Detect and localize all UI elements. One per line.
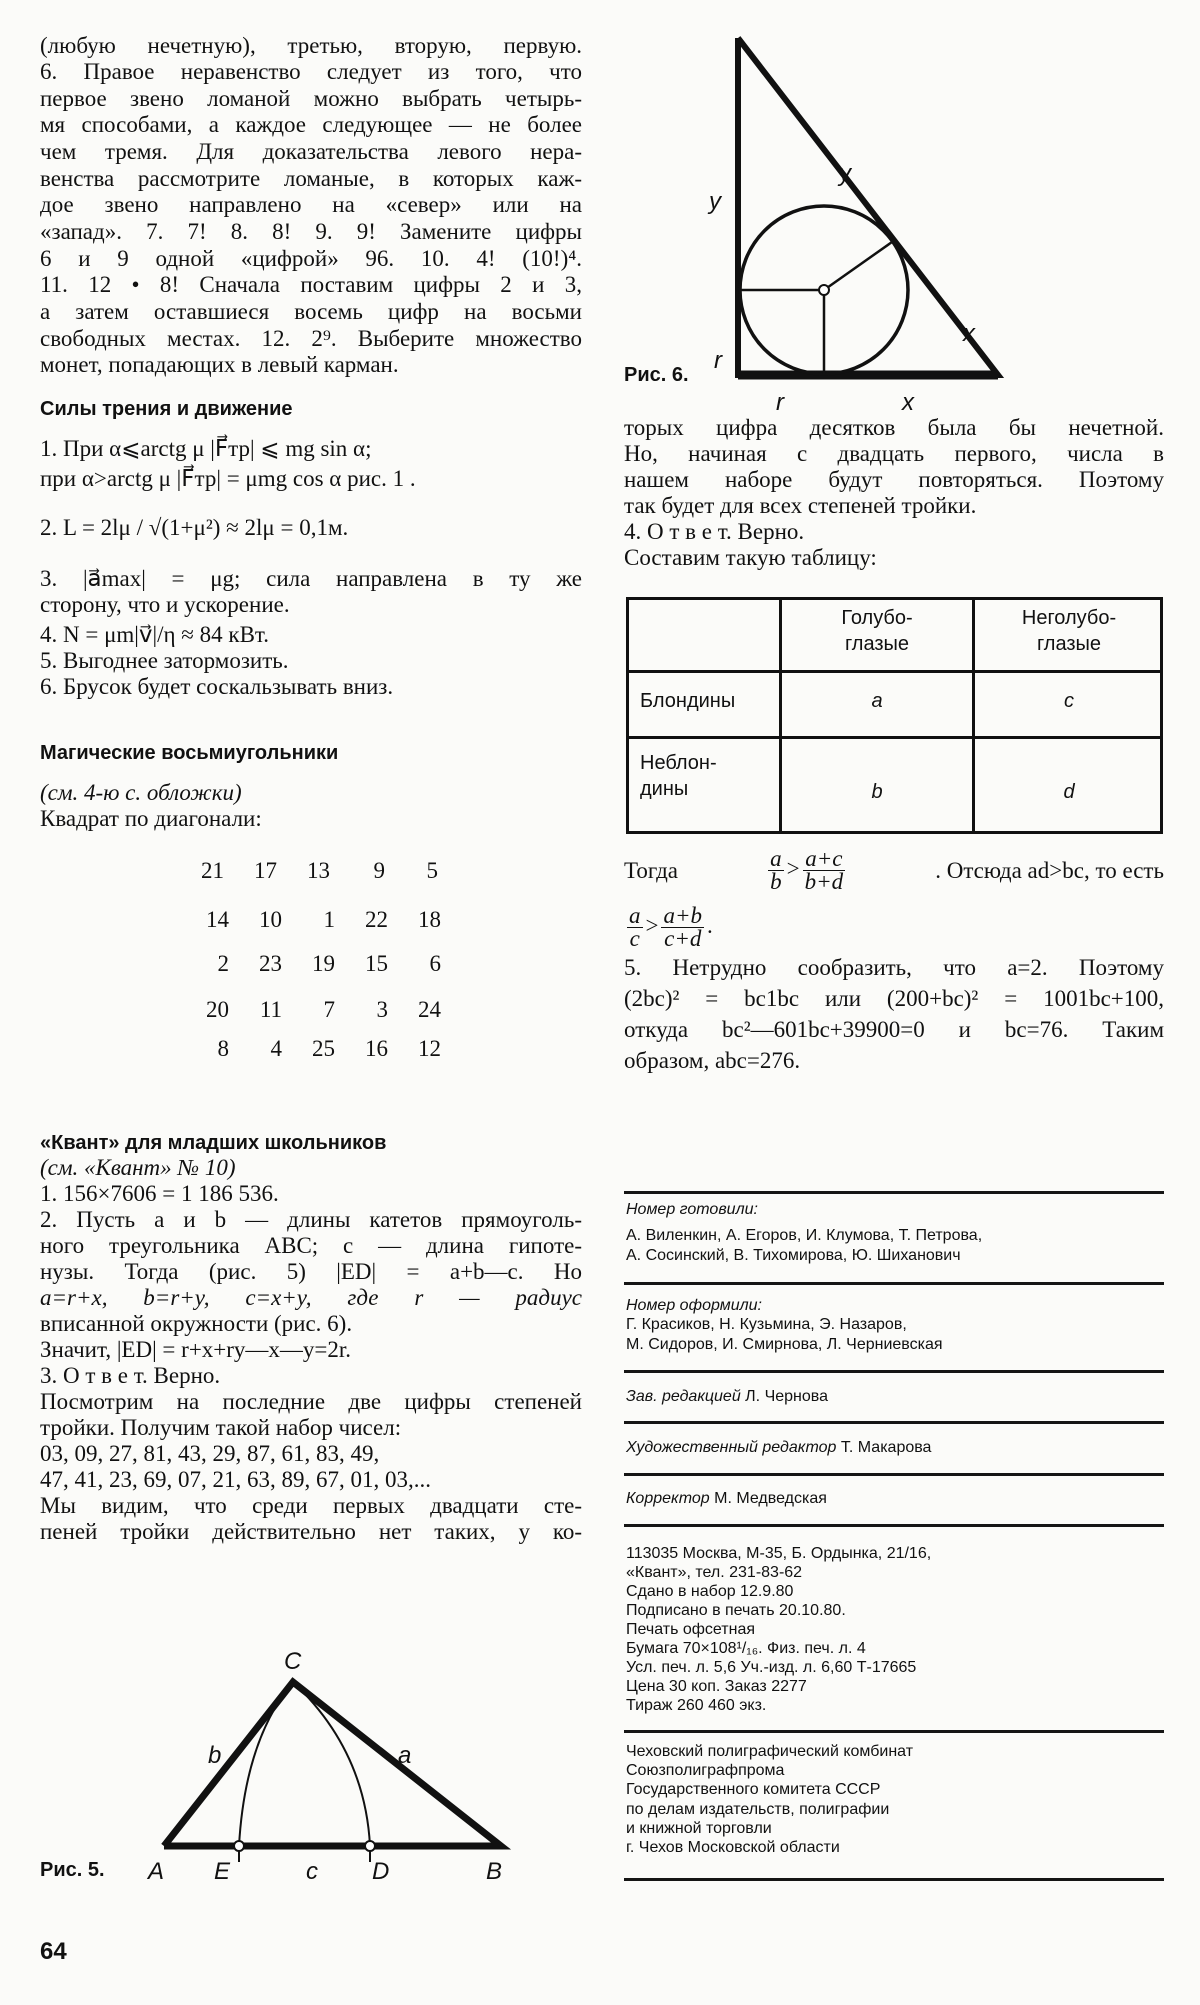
- label-x-hypotenuse: x: [963, 320, 975, 347]
- imprint-line: Тираж 260 460 экз.: [626, 1697, 767, 1714]
- inequality-line: [624, 848, 1164, 893]
- column-header-blue-eyed: [782, 605, 972, 657]
- text-line: ного треугольника ABC; c — длина гипоте-: [40, 1233, 582, 1258]
- designed-names: Г. Красиков, Н. Кузьмина, Э. Назаров,: [626, 1316, 907, 1333]
- divider: [624, 1370, 1164, 1373]
- divider: [624, 1524, 1164, 1527]
- incircle-diagram-icon: [700, 20, 1040, 400]
- numerator: a: [629, 903, 641, 928]
- text-line: нузы. Тогда (рис. 5) |ED| = a+b—c. Но: [40, 1259, 582, 1284]
- column-header-not-blue-eyed: [975, 605, 1163, 657]
- prepared-names: А. Сосинский, В. Тихомирова, Ю. Шиханович: [626, 1247, 961, 1264]
- square-cell: 19: [312, 951, 335, 976]
- divider: [624, 1282, 1164, 1285]
- section-title-kvant: «Квант» для младших школьников: [40, 1132, 387, 1154]
- divider: [624, 1191, 1164, 1194]
- divider: [624, 1730, 1164, 1733]
- row-label-blondes: Блондины: [640, 690, 736, 712]
- label-A: A: [148, 1858, 165, 1885]
- square-cell: 15: [365, 951, 388, 976]
- table-cell: a: [871, 690, 883, 712]
- text-line: первое звено ломаной можно выбрать четырь-: [40, 86, 582, 111]
- printer-line: и книжной торговли: [626, 1820, 772, 1837]
- art-editor: [626, 1438, 931, 1457]
- text-line: нашем наборе будут повторяться. Поэтому: [624, 467, 1164, 492]
- text: . Отсюда ad>bc, то есть: [935, 857, 1164, 883]
- text-line: монет, попадающих в левый карман.: [40, 352, 399, 377]
- text-line: откуда bc²—601bc+39900=0 и bc=76. Таким: [624, 1017, 1164, 1042]
- printer-line: г. Чехов Московской области: [626, 1839, 840, 1856]
- table-cell: c: [1064, 690, 1074, 712]
- label-B: B: [486, 1858, 503, 1885]
- table-cell: b: [871, 781, 883, 803]
- editor-in-chief: [626, 1387, 828, 1406]
- square-cell: 18: [418, 907, 441, 932]
- text-line: 3. |a⃗max| = μg; сила направлена в ту же: [40, 566, 582, 591]
- label-line: дины: [640, 778, 689, 800]
- printer-line: по делам издательств, полиграфии: [626, 1801, 890, 1818]
- imprint-line: «Квант», тел. 231-83-62: [626, 1564, 803, 1581]
- square-cell: 6: [429, 951, 441, 976]
- label-y-hypotenuse: y: [839, 160, 851, 187]
- numerator: a+c: [803, 848, 846, 871]
- square-cell: 23: [259, 951, 282, 976]
- text-line: «запад». 7. 7! 8. 8! 9. 9! Замените цифры: [40, 219, 582, 244]
- square-cell: 22: [365, 907, 388, 932]
- text-line: 2. Пусть a и b — длины катетов прямоуголь-: [40, 1207, 582, 1232]
- text-line: торых цифра десятков была бы нечетной.: [624, 415, 1164, 440]
- text-line: 3. О т в е т. Верно.: [40, 1363, 221, 1388]
- text-line: венства рассмотрите ломаные, в которых каж-: [40, 166, 582, 191]
- page-number: 64: [40, 1938, 67, 1965]
- triangle-diagram-icon: [0, 1600, 600, 1900]
- fraction: [768, 848, 784, 893]
- text-line: Значит, |ED| = r+x+ry—x—y=2r.: [40, 1337, 352, 1362]
- label-E: E: [214, 1858, 231, 1885]
- text-line: Составим такую таблицу:: [624, 545, 877, 570]
- square-cell: 16: [365, 1036, 388, 1061]
- header-line: глазые: [1036, 633, 1102, 655]
- label-D: D: [372, 1858, 390, 1885]
- square-cell: 5: [426, 858, 438, 883]
- fraction-group: $\frac{a}{b}$ > $\frac{a+c}{b+d}$: [770, 846, 844, 894]
- text-line: образом, abc=276.: [624, 1048, 801, 1073]
- text-line: 6 и 9 одной «цифрой» 96. 10. 4! (10!)⁴.: [40, 246, 582, 271]
- text-line: дое звено направлено на «север» или на: [40, 192, 582, 217]
- text-line: 6. Правое неравенство следует из того, что: [40, 59, 582, 84]
- fraction: [661, 905, 704, 950]
- imprint-line: Сдано в набор 12.9.80: [626, 1583, 794, 1600]
- row-label-non-blondes: [640, 750, 717, 802]
- square-cell: 7: [323, 997, 335, 1022]
- text-line: при α>arctg μ |F⃗тр| = μmg cos α рис. 1 .: [40, 466, 416, 491]
- header-line: Голубо-: [841, 607, 913, 629]
- text-line: Посмотрим на последние две цифры степеней: [40, 1389, 582, 1414]
- role-label: Зав. редакцией: [626, 1388, 741, 1405]
- imprint-line: Цена 30 коп. Заказ 2277: [626, 1678, 807, 1695]
- label-y-left: y: [709, 188, 721, 215]
- square-cell: 1: [323, 907, 335, 932]
- label-b: b: [208, 1742, 222, 1769]
- text-line: (2bc)² = bc1bc или (200+bc)² = 1001bc+100,: [624, 986, 1164, 1011]
- square-cell: 8: [217, 1036, 229, 1061]
- text-line: 5. Выгоднее затормозить.: [40, 648, 289, 673]
- text-line: тройки. Получим такой набор чисел:: [40, 1415, 402, 1440]
- inequality-line: $\frac{a}{c}$ > $\frac{a+b}{c+d}$ .: [629, 903, 713, 951]
- denominator: c: [629, 926, 640, 951]
- section-title-magic: Магические восьмиугольники: [40, 742, 339, 764]
- text-line: чем тремя. Для доказательства левого нера-: [40, 139, 582, 164]
- square-cell: 13: [307, 858, 330, 883]
- imprint-line: Бумага 70×108¹/₁₆. Физ. печ. л. 4: [626, 1640, 866, 1657]
- fraction: [803, 848, 846, 893]
- prepared-names: А. Виленкин, А. Егоров, И. Клумова, Т. Петрова,: [626, 1227, 983, 1244]
- square-cell: 11: [259, 997, 282, 1022]
- text-line: пеней тройки действительно нет таких, у ко-: [40, 1519, 582, 1544]
- text-line: свободных местах. 12. 2⁹. Выберите множество: [40, 326, 582, 351]
- square-cell: 3: [376, 997, 388, 1022]
- role-label: Корректор: [626, 1490, 710, 1507]
- denominator: b: [770, 869, 782, 894]
- text-line: 5. Нетрудно сообразить, что a=2. Поэтому: [624, 955, 1164, 980]
- text-line: сторону, что и ускорение.: [40, 592, 290, 617]
- text-line: Мы видим, что среди первых двадцати сте-: [40, 1493, 582, 1518]
- square-cell: 20: [206, 997, 229, 1022]
- text-line: 4. N = μm|v⃗|/η ≈ 84 кВт.: [40, 622, 270, 647]
- label-a: a: [398, 1742, 412, 1769]
- corrector: [626, 1489, 827, 1508]
- square-cell: 24: [418, 997, 441, 1022]
- divider: [624, 1878, 1164, 1881]
- denominator: c+d: [664, 926, 702, 951]
- text-line: Квадрат по диагонали:: [40, 806, 262, 831]
- table-divider: [626, 670, 1163, 673]
- square-cell: 25: [312, 1036, 335, 1061]
- designed-names: М. Сидоров, И. Смирнова, Л. Черниевская: [626, 1336, 943, 1353]
- text-line: так будет для всех степеней тройки.: [624, 493, 977, 518]
- imprint-line: Подписано в печать 20.10.80.: [626, 1602, 846, 1619]
- text-line: (любую нечетную), третью, вторую, первую.: [40, 33, 582, 58]
- numerator: a+b: [663, 903, 703, 928]
- printer-line: Чеховский полиграфический комбинат: [626, 1743, 914, 1760]
- text-line: 4. О т в е т. Верно.: [624, 519, 805, 544]
- square-cell: 12: [418, 1036, 441, 1061]
- denominator: b+d: [804, 869, 844, 894]
- square-cell: 14: [206, 907, 229, 932]
- figure-caption: Рис. 5.: [40, 1859, 105, 1881]
- printer-line: Государственного комитета СССР: [626, 1781, 881, 1798]
- header-line: глазые: [844, 633, 910, 655]
- label-r-bottom: r: [776, 389, 784, 416]
- text: Тогда: [624, 857, 679, 883]
- square-cell: 2: [217, 951, 229, 976]
- label-c: c: [306, 1858, 318, 1885]
- formula-line: 2. L = 2lμ / √(1+μ²) ≈ 2lμ = 0,1м.: [40, 515, 349, 540]
- square-cell: 9: [373, 858, 385, 883]
- imprint-line: Усл. печ. л. 5,6 Уч.-изд. л. 6,60 Т-17665: [626, 1659, 917, 1676]
- table-cell: d: [1063, 781, 1075, 803]
- text-line: a=r+x, b=r+y, c=x+y, где r — радиус: [40, 1285, 582, 1310]
- numerator: a: [770, 846, 782, 871]
- label-C: C: [284, 1648, 302, 1675]
- text-line: 1. 156×7606 = 1 186 536.: [40, 1181, 279, 1206]
- square-cell: 4: [270, 1036, 282, 1061]
- text-line: а затем оставшиеся восемь цифр на восьми: [40, 299, 582, 324]
- imprint-line: 113035 Москва, М-35, Б. Ордынка, 21/16,: [626, 1545, 932, 1562]
- text-line: 6. Брусок будет соскальзывать вниз.: [40, 674, 394, 699]
- section-subtitle: (см. «Квант» № 10): [40, 1155, 236, 1180]
- label-x-bottom: x: [902, 389, 914, 416]
- role-label: Художественный редактор: [626, 1439, 837, 1456]
- divider: [624, 1473, 1164, 1476]
- header-line: Неголубо-: [1021, 607, 1117, 629]
- person-name: М. Медведская: [714, 1490, 827, 1507]
- divider: [624, 1421, 1164, 1424]
- designed-label: Номер оформили:: [626, 1297, 762, 1314]
- section-subtitle: (см. 4-ю с. обложки): [40, 780, 242, 805]
- printer-line: Союзполиграфпрома: [626, 1762, 785, 1779]
- label-r-left: r: [714, 347, 722, 374]
- square-cell: 21: [201, 858, 224, 883]
- imprint-line: Печать офсетная: [626, 1621, 756, 1638]
- section-title-friction: Силы трения и движение: [40, 398, 293, 420]
- text-line: Но, начиная с двадцать первого, числа в: [624, 441, 1164, 466]
- fraction: [627, 905, 643, 950]
- text-line: вписанной окружности (рис. 6).: [40, 1311, 353, 1336]
- person-name: Л. Чернова: [745, 1388, 828, 1405]
- label-line: Неблон-: [640, 752, 717, 774]
- figure-caption: Рис. 6.: [624, 364, 689, 386]
- person-name: Т. Макарова: [840, 1439, 932, 1456]
- text-line: мя способами, а каждое следующее — не более: [40, 112, 582, 137]
- text-line: 1. При α⩽arctg μ |F⃗тр| ⩽ mg sin α;: [40, 436, 372, 461]
- text-line: 03, 09, 27, 81, 43, 29, 87, 61, 83, 49,: [40, 1441, 380, 1466]
- prepared-label: Номер готовили:: [626, 1201, 758, 1218]
- text-line: 11. 12 • 8! Сначала поставим цифры 2 и 3,: [40, 272, 582, 297]
- text-line: 47, 41, 23, 69, 07, 21, 63, 89, 67, 01, 03,...: [40, 1467, 431, 1492]
- table-divider: [626, 736, 1163, 739]
- square-cell: 17: [254, 858, 277, 883]
- square-cell: 10: [259, 907, 282, 932]
